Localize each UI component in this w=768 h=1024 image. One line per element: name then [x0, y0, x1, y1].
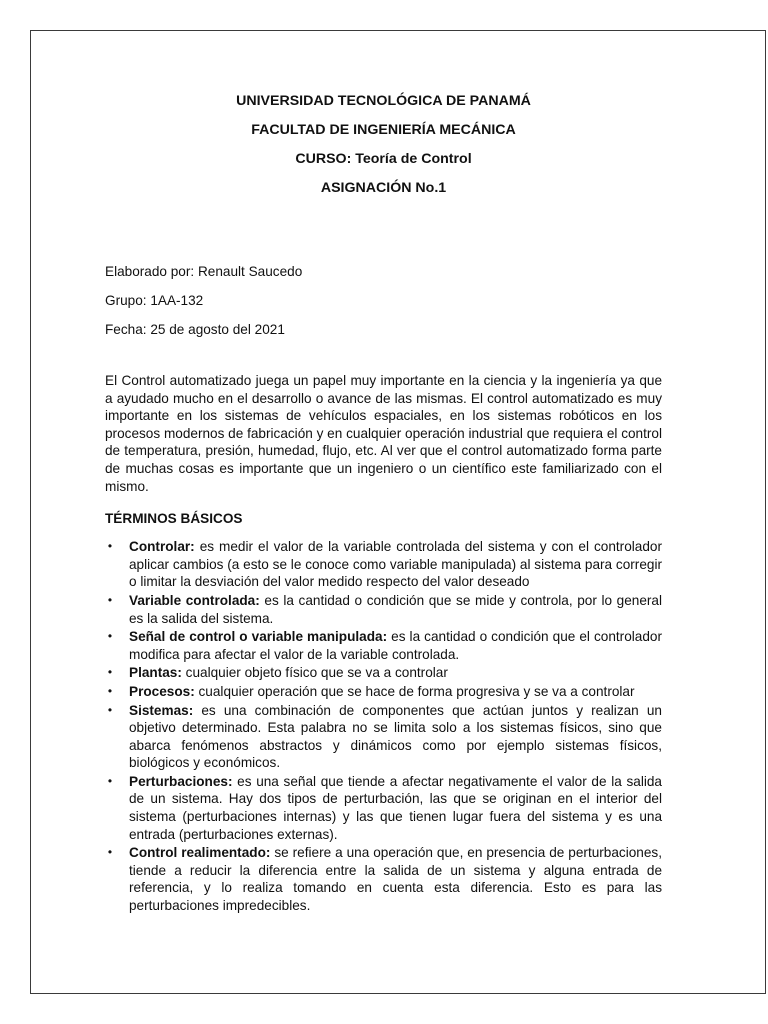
list-item — [105, 628, 662, 663]
term-name: Procesos: — [129, 683, 195, 699]
bullet-icon: • — [107, 702, 113, 717]
assignment-title: ASIGNACIÓN No.1 — [320, 180, 447, 196]
author-line: Elaborado por: Renault Saucedo — [105, 264, 303, 279]
list-item — [105, 592, 662, 627]
course-name: CURSO: Teoría de Control — [295, 151, 472, 167]
term-name: Controlar: — [129, 539, 195, 555]
list-item — [105, 683, 662, 701]
term-definition: es medir el valor de la variable controlada del sistema y con el controlador aplicar cambios (a esto se le conoce como variable manipulada) al sistema para corregir o limitar la desviación del valor medido respecto del valor deseado — [129, 539, 662, 590]
list-item — [105, 773, 662, 843]
term-name: Control realimentado: — [129, 845, 271, 861]
section-title: TÉRMINOS BÁSICOS — [105, 511, 243, 527]
bullet-icon: • — [107, 592, 113, 607]
term-name: Perturbaciones: — [129, 773, 233, 789]
term-definition: es la cantidad o condición que se mide y controla, por lo general es la salida del sistema. — [129, 592, 662, 626]
term-definition: es una combinación de componentes que actúan juntos y realizan un objetivo determinado. Esta palabra no se limita solo a los sistemas físicos, sino que abarca fenómenos abstractos y dinámicos como por ejemplo sistemas físicos, biológicos y económicos. — [129, 702, 662, 771]
term-name: Variable controlada: — [129, 592, 260, 608]
term-name: Plantas: — [129, 665, 182, 681]
intro-paragraph: El Control automatizado juega un papel muy importante en la ciencia y la ingeniería ya que a ayudado mucho en el desarrollo o avance de las mismas. El control automatizado es muy importante en los sistemas de vehículos espaciales, en los sistemas robóticos en los procesos modernos de fabricación y en cualquier operación industrial que requiera el control de temperatura, presión, humedad, flujo, etc. Al ver que el control automatizado forma parte de muchas cosas es importante que un ingeniero o un científico este familiarizado con el mismo. — [105, 373, 662, 494]
list-item — [105, 538, 662, 591]
term-name: Señal de control o variable manipulada: — [129, 629, 388, 645]
term-definition: cualquier operación que se hace de forma progresiva y se va a controlar — [194, 683, 635, 699]
term-definition: se refiere a una operación que, en presencia de perturbaciones, tiende a reducir la diferencia entre la salida de un sistema y alguna entrada de referencia, y lo realiza tomando en cuenta esta diferencia. Esto es para las perturbaciones impredecibles. — [129, 845, 662, 914]
document-header — [105, 90, 662, 206]
term-definition: cualquier objeto físico que se va a controlar — [181, 665, 448, 681]
faculty-name: FACULTAD DE INGENIERÍA MECÁNICA — [251, 122, 516, 138]
list-item — [105, 664, 662, 682]
date-line: Fecha: 25 de agosto del 2021 — [105, 322, 285, 337]
bullet-icon: • — [107, 539, 113, 554]
bullet-icon: • — [107, 665, 113, 680]
term-definition: es la cantidad o condición que el controlador modifica para afectar el valor de la variable controlada. — [129, 629, 662, 662]
document-meta — [105, 261, 662, 348]
bullet-icon: • — [107, 773, 113, 788]
bullet-icon: • — [107, 683, 113, 698]
terms-list — [105, 538, 662, 914]
term-name: Sistemas: — [129, 702, 194, 718]
university-name: UNIVERSIDAD TECNOLÓGICA DE PANAMÁ — [236, 93, 531, 109]
document-body — [105, 90, 662, 916]
term-definition: es una señal que tiende a afectar negativamente el valor de la salida de un sistema. Hay dos tipos de perturbación, las que se originan en el interior del sistema (perturbaciones internas) y las que tienen lugar fuera del sistema y es una entrada (perturbaciones externas). — [129, 773, 662, 842]
group-line: Grupo: 1AA-132 — [105, 293, 204, 308]
bullet-icon: • — [107, 629, 113, 644]
bullet-icon: • — [107, 845, 113, 860]
list-item — [105, 702, 662, 772]
list-item — [105, 844, 662, 914]
